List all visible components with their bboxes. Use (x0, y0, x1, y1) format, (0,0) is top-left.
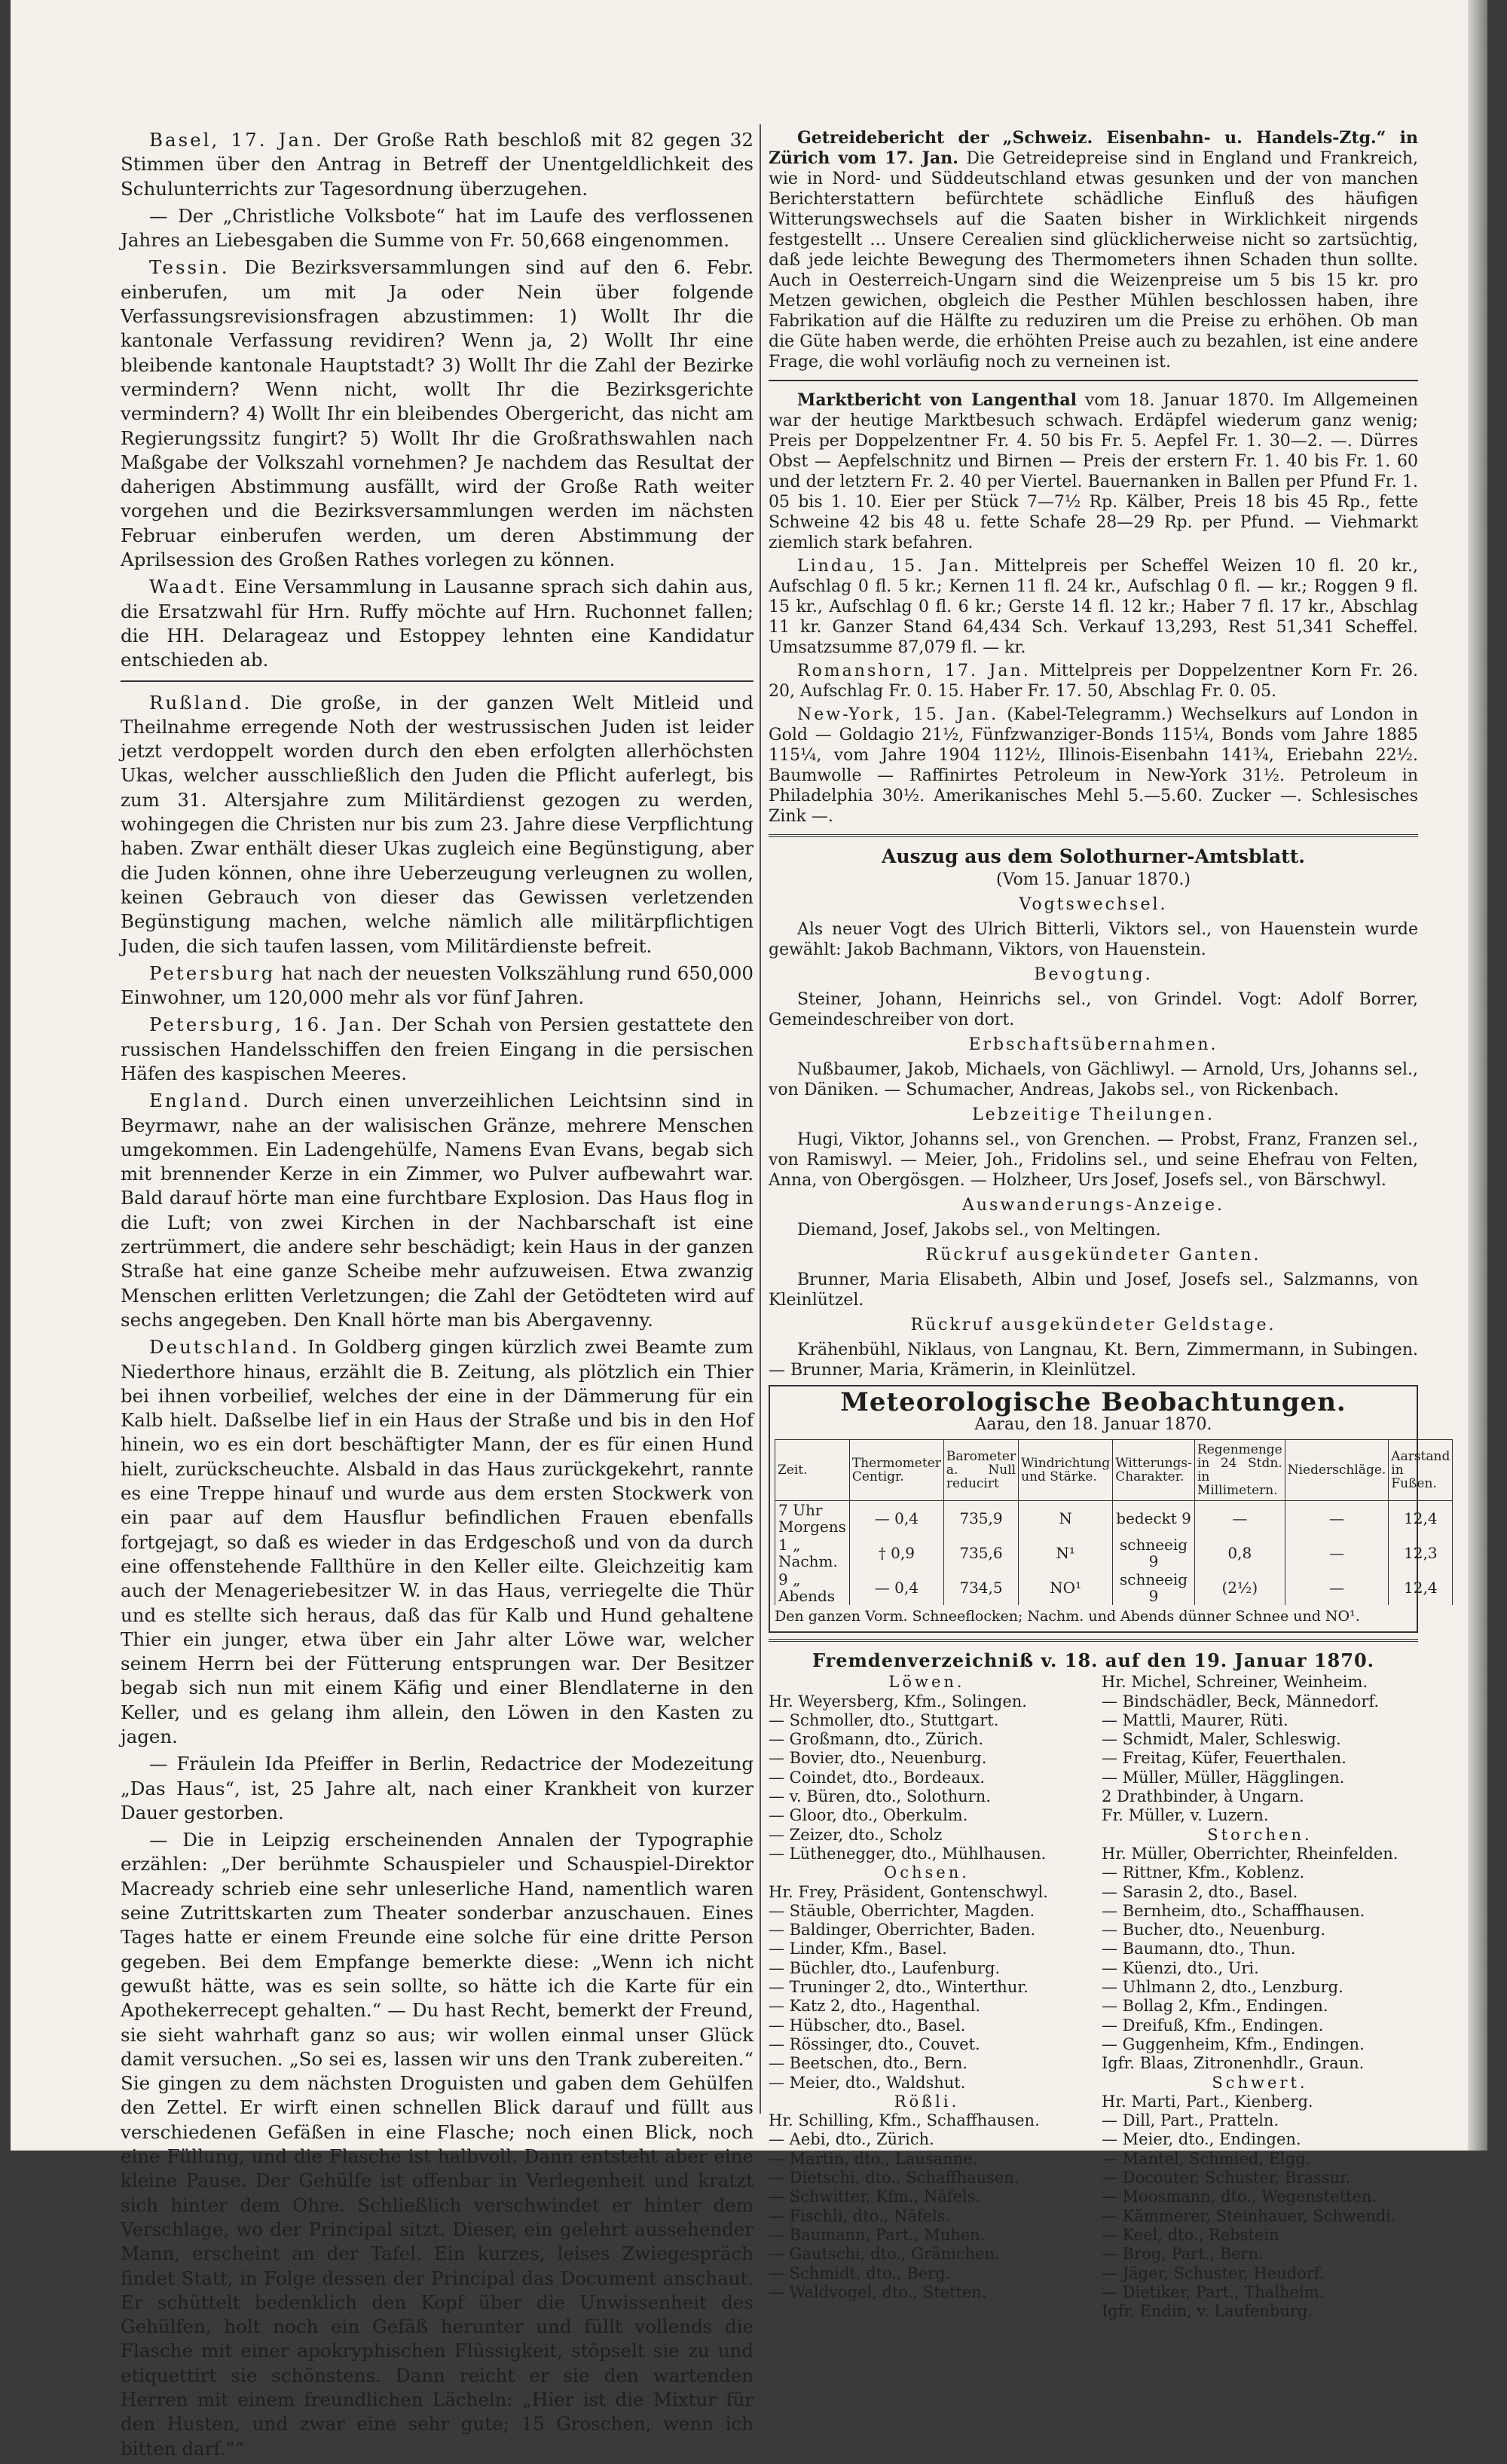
meteo-column-header: Aarstand in Fußen. (1389, 1440, 1453, 1501)
newspaper-page (11, 0, 1487, 2459)
guest-entry: — Meier, dto., Endingen. (1102, 2130, 1301, 2149)
meteo-table (775, 1439, 1453, 1605)
meteo-cell: 12,3 (1389, 1536, 1453, 1570)
auszug-section-text: Brunner, Maria Elisabeth, Albin und Josef, Josefs sel., Salzmanns, von Kleinlützel. (769, 1270, 1418, 1310)
guest-entry: — Küenzi, dto., Uri. (1102, 1958, 1259, 1977)
article-text: Die Bezirksversammlungen sind auf den 6. Febr. einberufen, um mit Ja oder Nein über folgende Verfassungsrevisionsfragen abzustimmen: 1) Wollt Ihr die kantonale Verfassung revidiren? Wenn ja, 2) Wollt Ihr eine bleibende kantonale Hauptstadt? 3) Wollt Ihr die Zahl der Bezirke vermindern? Wenn nicht, wollt Ihr die Bezirksgerichte vermindern? 4) Wollt Ihr ein bleibendes Obergericht, das nicht am Regierungssitz fungirt? 5) Wollt Ihr die Großrathswahlen nach Maßgabe der Volkszahl vornehmen? Je nachdem das Resultat der daherigen Abstimmung ausfällt, wird der Große Rath weiter vorgehen und die Bezirksversammlungen werden im nächsten Februar einberufen werden, um deren Abstimmung der Aprilsession des Großen Rathes vorlegen zu können. (121, 256, 754, 571)
guest-entry: — Schwitter, Kfm., Näfels. (769, 2187, 981, 2206)
guest-entry: — Truninger 2, dto., Winterthur. (769, 1978, 1029, 1997)
meteo-cell: 12,4 (1389, 1570, 1453, 1605)
meteo-cell: N¹ (1019, 1536, 1113, 1570)
guest-entry: — Bovier, dto., Neuenburg. (769, 1749, 987, 1768)
auszug-title: Auszug aus dem Solothurner-Amtsblatt. (882, 845, 1305, 867)
article-paragraph (121, 255, 754, 572)
guest-entry: — Keel, dto., Rebstein (1102, 2225, 1279, 2244)
guest-entry: Igfr. Endin, v. Laufenburg. (1102, 2302, 1313, 2321)
guest-entry: Igfr. Blaas, Zitronenhdlr., Graun. (1102, 2054, 1365, 2073)
fremden-left-list (769, 1673, 1085, 2321)
meteo-column-header: Niederschläge. (1285, 1440, 1389, 1501)
meteo-column-header: Zeit. (775, 1440, 850, 1501)
guest-entry: — Rittner, Kfm., Koblenz. (1102, 1863, 1305, 1882)
guest-entry: Hr. Weyersberg, Kfm., Solingen. (769, 1692, 1027, 1710)
fremden-title: Fremdenverzeichniß v. 18. auf den 19. Januar 1870. (812, 1649, 1375, 1671)
guest-entry: — Dietschi, dto., Schaffhausen. (769, 2169, 1019, 2187)
left-column (121, 128, 754, 2464)
divider (769, 834, 1418, 837)
guest-entry: — Bucher, dto., Neuenburg. (1102, 1921, 1326, 1940)
article-text: Die große, in der ganzen Welt Mitleid und Theilnahme erregende Noth der westrussischen Juden ist leider jetzt verdoppelt worden durch den eben erfolgten allerhöchsten Ukas, welcher ausschließlich den Juden die Pflicht auferlegt, bis zum 31. Altersjahre zum Militärdienst gezogen zu werden, wohingegen die Christen nur bis zum 23. Jahre diese Verpflichtung haben. Zwar enthält dieser Ukas zugleich eine Begünstigung, aber die Juden können, ohne ihre Ueberzeugung verleugnen zu wollen, keinen Gebrauch von dieser das Gewissen verletzenden Begünstigung machen, welche nämlich alle militärpflichtigen Juden, die sich taufen lassen, vom Militärdienste befreit. (121, 691, 754, 957)
guest-entry: — Rössinger, dto., Couvet. (769, 2034, 980, 2053)
guest-entry: — Lüthenegger, dto., Mühlhausen. (769, 1844, 1047, 1863)
article-paragraph (121, 128, 754, 201)
meteo-box (769, 1385, 1450, 1633)
meteo-cell: N (1019, 1501, 1113, 1536)
guest-entry: — Schmoller, dto., Stuttgart. (769, 1710, 999, 1729)
guest-entry: — Gautschi, dto., Gränichen. (769, 2245, 1000, 2264)
hotel-name: Löwen. (888, 1673, 965, 1692)
guest-entry: — Schmidt, dto., Berg. (769, 2264, 951, 2282)
guest-entry: — Fischli, dto., Näfels. (769, 2206, 951, 2225)
guest-entry: — Uhlmann 2, dto., Lenzburg. (1102, 1978, 1343, 1997)
article-text: Durch einen unverzeihlichen Leichtsinn sind in Beyrmawr, nahe an der walisischen Gränze, mehrere Menschen umgekommen. Ein Ladengehülfe, Namens Evan Evans, begab sich mit brennender Kerze in ein Zimmer, wo Pulver aufbewahrt war. Bald darauf hörte man eine furchtbare Explosion. Das Haus flog in die Luft; von zwei Kirchen in der Nachbarschaft ist eine zertrümmert, die andere sehr beschädigt; kein Haus in der ganzen Straße hat eine ganze Scheibe mehr aufzuweisen. Etwa zwanzig Menschen erlitten Verletzungen; die Zahl der Getödteten wird auf sechs angegeben. Den Knall hörte man bis Abergavenny. (121, 1090, 754, 1331)
guest-entry: — Büchler, dto., Laufenburg. (769, 1958, 1001, 1977)
guest-entry: Hr. Schilling, Kfm., Schaffhausen. (769, 2111, 1040, 2130)
guest-entry: — Dill, Part., Pratteln. (1102, 2111, 1279, 2130)
guest-entry: Hr. Michel, Schreiner, Weinheim. (1102, 1673, 1368, 1692)
guest-entry: — Sarasin 2, dto., Basel. (1102, 1882, 1298, 1901)
marktbericht-langenthal: Marktbericht von Langenthal vom 18. Januar 1870. Im Allgemeinen war der heutige Marktbesuch schwach. Erdäpfel wiederum ganz wenig; Preis per Doppelzentner Fr. 4. 50 bis Fr. 5. Aepfel Fr. 1. 30—2. —. Dürres Obst — Aepfelschnitz und Birnen — Preis der erstern Fr. 1. 40 bis Fr. 1. 60 und der letztern Fr. 2. 40 per Viertel. Bauernanken in Ballen per Pfund Fr. 1. 05 bis 1. 10. Eier per Stück 7—7½ Rp. Kälber, Preis 18 bis 45 Rp., fette Schweine 42 bis 48 u. fette Schafe 28—29 Rp. per Pfund. — Viehmarkt ziemlich stark befahren. (769, 390, 1418, 552)
article-text: — Die in Leipzig erscheinenden Annalen der Typographie erzählen: „Der berühmte Schauspieler und Schauspiel-Direktor Macready schrieb eine sehr unleserliche Hand, namentlich waren seine Zutrittskarten zum Theater sonderbar anzuschauen. Eines Tages hatte er einem Freunde eine solche für eine dritte Person gegeben. Bei dem Empfange bemerkte diese: „Wenn ich nicht gewußt hätte, was es sein sollte, so hätte ich die Karte für ein Apothekerrecept gehalten.“ — Du hast Recht, bemerkt der Freund, sie sieht wahrhaft ganz so aus; wir wollen einmal unser Glück damit versuchen. „So sei es, lassen wir uns den Trank zubereiten.“ Sie gingen zu dem nächsten Droguisten und gaben dem Gehülfen den Zettel. Er wirft einen schnellen Blick darauf und füllt aus verschiedenen Gefäßen in eine Flasche; noch einen Blick, noch eine Füllung, und die Flasche ist halbvoll. Dann entsteht aber eine kleine Pause. Der Gehülfe ist offenbar in Verlegenheit und kratzt sich hinter dem Ohre. Schließlich verschwindet er hinter dem Verschlage, wo der Principal sitzt. Dieser, ein gelehrt aussehender Mann, erscheint an der Tafel. Ein kurzes, leises Zwiegespräch findet Statt, in Folge dessen der Principal das Document anschaut. Er schüttelt bedenklich den Kopf über die Unwissenheit des Gehülfen, holt noch ein Gefäß herunter und füllt vollends die Flasche mit einer apokryphischen Flüssigkeit, stöpselt sie zu und etiquettirt sie schönstens. Dann reicht er sie den wartenden Herren mit einem freundlichen Lächeln: „Hier ist die Mixtur für den Husten, und zwar eine sehr gute; 15 Groschen, wenn ich bitten darf.““ (121, 1829, 754, 2459)
article-lead: Rußland. (149, 691, 252, 714)
divider (121, 680, 754, 682)
meteo-row (775, 1570, 1453, 1605)
guest-entry: — Bernheim, dto., Schaffhausen. (1102, 1901, 1365, 1920)
article-text: Der Große Rath beschloß mit 82 gegen 32 Stimmen über den Antrag in Betreff der Unentgeldlichkeit des Schulunterrichts zur Tagesordnung überzugehen. (121, 129, 754, 200)
guest-entry: — Bollag 2, Kfm., Endingen. (1102, 1997, 1328, 2016)
meteo-cell: 9 „ Abends (775, 1570, 850, 1605)
meteo-cell: bedeckt 9 (1113, 1501, 1195, 1536)
article-paragraph (121, 961, 754, 1010)
meteo-column-header: Thermometer Centigr. (849, 1440, 943, 1501)
meteo-row (775, 1501, 1453, 1536)
guest-entry: — Stäuble, Oberrichter, Magden. (769, 1901, 1035, 1920)
article-lead: Petersburg (149, 961, 276, 984)
guest-entry: Hr. Marti, Part., Kienberg. (1102, 2092, 1313, 2111)
guest-entry: — Kämmerer, Steinhauer, Schwendi. (1102, 2206, 1396, 2225)
meteo-cell: 7 Uhr Morgens (775, 1501, 850, 1536)
article-lead: Tessin. (149, 256, 230, 279)
guest-entry: — Schmidt, Maler, Schleswig. (1102, 1730, 1341, 1749)
meteo-cell: — 0,4 (849, 1570, 943, 1605)
guest-entry: — Katz 2, dto., Hagenthal. (769, 1997, 981, 2016)
guest-entry: — Zeizer, dto., Scholz (769, 1825, 943, 1844)
meteo-cell: schneeig 9 (1113, 1570, 1195, 1605)
article-paragraph (121, 1828, 754, 2461)
divider (769, 1639, 1418, 1642)
meteo-cell: — 0,4 (849, 1501, 943, 1536)
meteo-note: Den ganzen Vorm. Schneeflocken; Nachm. und Abends dünner Schnee und NO¹. (775, 1608, 1360, 1625)
article-lead: England. (149, 1090, 252, 1112)
auszug-section-text: Krähenbühl, Niklaus, von Langnau, Kt. Bern, Zimmermann, in Subingen. — Brunner, Maria, Krämerin, in Kleinlützel. (769, 1341, 1418, 1380)
divider (769, 380, 1418, 381)
auszug-section-text: Als neuer Vogt des Ulrich Bitterli, Viktors sel., von Hauenstein wurde gewählt: Jakob Bachmann, Viktors, von Hauenstein. (769, 920, 1418, 959)
meteo-column-header: Witterungs-Charakter. (1113, 1440, 1195, 1501)
meteo-title: Meteorologische Beobachtungen. (840, 1387, 1347, 1417)
guest-entry: — Guggenheim, Kfm., Endingen. (1102, 2034, 1365, 2053)
guest-entry: — Beetschen, dto., Bern. (769, 2054, 968, 2073)
guest-entry: — v. Büren, dto., Solothurn. (769, 1787, 991, 1806)
lindau-report: Lindau, 15. Jan. Mittelpreis per Scheffel Weizen 10 fl. 20 kr., Aufschlag 0 fl. 5 kr.; Kernen 11 fl. 24 kr., Aufschlag 0 fl. — kr.; Roggen 9 fl. 15 kr., Aufschlag 0 fl. 6 kr.; Gerste 14 fl. 12 kr.; Haber 7 fl. 17 kr., Abschlag 11 kr. Ganzer Stand 64,434 Sch. Verkauf 13,293, Rest 51,341 Scheffel. Umsatzsumme 87,079 fl. — kr. (769, 557, 1419, 657)
guest-entry: — Moosmann, dto., Wegenstetten. (1102, 2187, 1377, 2206)
meteo-column-header: Windrichtung und Stärke. (1019, 1440, 1113, 1501)
auszug-subtitle: (Vom 15. Januar 1870.) (996, 870, 1191, 889)
article-lead: Waadt. (149, 576, 228, 598)
guest-entry: Hr. Müller, Oberrichter, Rheinfelden. (1102, 1844, 1398, 1863)
hotel-name: Storchen. (1207, 1825, 1313, 1844)
guest-entry: — Mantel, Schmied, Elgg. (1102, 2149, 1311, 2168)
guest-entry: — Brog, Part., Bern. (1102, 2245, 1264, 2264)
guest-entry: — Hübscher, dto., Basel. (769, 2016, 966, 2034)
meteo-cell: 1 „ Nachm. (775, 1536, 850, 1570)
guest-entry: — Gloor, dto., Oberkulm. (769, 1806, 968, 1825)
guest-entry: — Baumann, Part., Muhen. (769, 2225, 986, 2244)
article-paragraph (121, 204, 754, 253)
meteo-subtitle: Aarau, den 18. Januar 1870. (974, 1415, 1212, 1434)
guest-entry: — Freitag, Küfer, Feuerthalen. (1102, 1749, 1347, 1768)
article-text: — Der „Christliche Volksbote“ hat im Laufe des verflossenen Jahres an Liebesgaben die Summe von Fr. 50,668 eingenommen. (121, 204, 754, 252)
auszug-section-head: Vogtswechsel. (1019, 895, 1168, 914)
guest-entry: 2 Drathbinder, à Ungarn. (1102, 1787, 1304, 1806)
newyork-report: New-York, 15. Jan. (Kabel-Telegramm.) Wechselkurs auf London in Gold — Goldagio 21½, Fünfzwanziger-Bonds 115¼, Bonds vom Jahre 1885 115¼, vom Jahre 1904 112½, Illinois-Eisenbahn 141¾, Eriebahn 22½. Baumwolle — Raffinirtes Petroleum in New-York 31½. Petroleum in Philadelphia 30½. Amerikanisches Mehl 5.—5.60. Zucker —. Schlesisches Zink —. (769, 705, 1419, 826)
article-paragraph (121, 1752, 754, 1825)
guest-entry: — Müller, Müller, Hägglingen. (1102, 1768, 1345, 1787)
meteo-column-header: Barometer a. Null reducirt (943, 1440, 1018, 1501)
article-lead: Deutschland. (149, 1336, 300, 1359)
guest-entry: — Linder, Kfm., Basel. (769, 1940, 947, 1958)
guest-entry: — Martin, dto., Lausanne. (769, 2149, 978, 2168)
article-paragraph (121, 1335, 754, 1749)
meteo-column-header: Regenmenge in 24 Stdn. in Millimetern. (1194, 1440, 1285, 1501)
article-text: — Fräulein Ida Pfeiffer in Berlin, Redactrice der Modezeitung „Das Haus“, ist, 25 Jahre alt, nach einer Krankheit von kurzer Dauer gestorben. (121, 1753, 754, 1824)
guest-entry: Hr. Frey, Präsident, Gontenschwyl. (769, 1882, 1048, 1901)
article-text: In Goldberg gingen kürzlich zwei Beamte zum Niederthore hinaus, erzählt die B. Zeitung, als plötzlich ein Thier bei ihnen vorbeilief, welches der eine in der Dämmerung für ein Kalb hielt. Daßselbe lief in ein Haus der Straße und bis in den Hof hinein, wo es ein dort beschäftigter Mann, der es für einen Hund hielt, zurückscheuchte. Alsbald in das Haus zurückgekehrt, rannte es eine Treppe hinauf und wurde aus dem ersten Stockwerk von ein paar auf dem Hausflur befindlichen Frauen ebenfalls fortgejagt, so daß es wieder in das Erdgeschoß und von da durch eine offenstehende Fallthüre in den Keller eilte. Gleichzeitig kam auch der Menageriebesitzer W. in das Haus, verriegelte die Thür und es stellte sich heraus, daß das für Kalb und Hund gehaltene Thier ein junger, etwa über ein Jahr alter Löwe war, welcher seinem Herrn bei der Fütterung entsprungen war. Der Besitzer begab sich nun mit einem Käfig und einer Blendlaterne in den Keller, und es gelang ihm allein, den Löwen in den Kasten zu jagen. (121, 1336, 754, 1747)
right-column (769, 128, 1450, 2321)
auszug-section-head: Auswanderungs-Anzeige. (961, 1196, 1225, 1215)
guest-entry: — Bindschädler, Beck, Männedorf. (1102, 1692, 1380, 1710)
auszug-section-head: Rückruf ausgekündeter Geldstage. (910, 1316, 1276, 1334)
article-paragraph (121, 575, 754, 672)
meteo-row (775, 1536, 1453, 1570)
guest-entry: — Dietiker, Part., Thalheim. (1102, 2282, 1325, 2301)
article-paragraph (121, 1089, 754, 1332)
article-lead: Petersburg, 16. Jan. (149, 1013, 384, 1036)
romanshorn-report: Romanshorn, 17. Jan. Mittelpreis per Doppelzentner Korn Fr. 26. 20, Aufschlag Fr. 0. 15. Haber Fr. 17. 50, Abschlag Fr. 0. 05. (769, 662, 1418, 701)
hotel-name: Rößli. (894, 2092, 960, 2111)
getreidebericht: Getreidebericht der „Schweiz. Eisenbahn- u. Handels-Ztg.“ in Zürich vom 17. Jan. Die Getreidepreise sind in England und Frankreich, wie in Nord- und Süddeutschland etwas gesunken und der von manchen Berichterstattern befürchtete schädliche Einfluß des häufigen Witterungswechsels auf die Saaten bisher in Wirklichkeit nirgends festgestellt … Unsere Cerealien sind glücklicherweise nicht so zartsüchtig, daß jede leichte Bewegung des Thermometers ihnen Schaden thun sollte. Auch in Oesterreich-Ungarn sind die Weizenpreise um 5 bis 15 kr. pro Metzen gewichen, obgleich die Pesther Mühlen beschlossen haben, ihre Fabrikation auf die Hälfte zu reduziren um die Preise zu erhöhen. Ob man die Güte haben werde, die erhöhten Preise auch zu bezahlen, ist eine andere Frage, die wohl vorläufig noch zu verneinen ist. (769, 128, 1419, 371)
auszug-section-text: Nußbaumer, Jakob, Michaels, von Gächliwyl. — Arnold, Urs, Johanns sel., von Däniken. — Schumacher, Andreas, Jakobs sel., von Rickenbach. (769, 1060, 1418, 1099)
guest-entry: — Docouter, Schuster, Brassur. (1102, 2169, 1351, 2187)
article-paragraph (121, 691, 754, 958)
guest-entry: — Coindet, dto., Bordeaux. (769, 1768, 986, 1787)
auszug-section-text: Hugi, Viktor, Johanns sel., von Grenchen. — Probst, Franz, Franzen sel., von Ramiswyl. — Meier, Joh., Fridolins sel., und seine Ehefrau von Felten, Anna, von Obergösgen. — Holzheer, Urs Josef, Josefs sel., von Bärschwyl. (769, 1130, 1418, 1190)
hotel-name: Schwert. (1212, 2073, 1308, 2092)
meteo-cell: 735,9 (943, 1501, 1018, 1536)
meteo-cell: schneeig 9 (1113, 1536, 1195, 1570)
meteo-cell: — (1285, 1536, 1389, 1570)
article-text: Der Schah von Persien gestattete den russischen Handelsschiffen den freien Eingang in die persischen Häfen des kaspischen Meeres. (121, 1013, 754, 1084)
article-text: hat nach der neuesten Volkszählung rund 650,000 Einwohner, um 120,000 mehr als vor fünf Jahren. (121, 961, 754, 1009)
article-paragraph (121, 1013, 754, 1086)
meteo-cell: — (1194, 1501, 1285, 1536)
guest-entry: — Waldvogel, dto., Stetten. (769, 2282, 987, 2301)
page-edge (1468, 0, 1487, 2151)
auszug-section-head: Lebzeitige Theilungen. (972, 1105, 1215, 1124)
meteo-cell: 734,5 (943, 1570, 1018, 1605)
guest-entry: — Dreifuß, Kfm., Endingen. (1102, 2016, 1324, 2034)
auszug-section-head: Rückruf ausgekündeter Ganten. (925, 1246, 1261, 1264)
guest-entry: — Aebi, dto., Zürich. (769, 2130, 934, 2149)
guest-entry: — Großmann, dto., Zürich. (769, 1730, 984, 1749)
fremdenverzeichnis (769, 1651, 1418, 2321)
auszug-section-text: Diemand, Josef, Jakobs sel., von Meltingen. (797, 1221, 1161, 1240)
hotel-name: Ochsen. (884, 1863, 970, 1882)
meteo-cell: — (1285, 1570, 1389, 1605)
guest-entry: — Meier, dto., Waldshut. (769, 2073, 966, 2092)
meteo-cell: 735,6 (943, 1536, 1018, 1570)
meteo-cell: (2½) (1194, 1570, 1285, 1605)
meteo-cell: NO¹ (1019, 1570, 1113, 1605)
article-lead: Basel, 17. Jan. (149, 129, 324, 151)
meteo-cell: — (1285, 1501, 1389, 1536)
guest-entry: — Baldinger, Oberrichter, Baden. (769, 1921, 1036, 1940)
guest-entry: — Mattli, Maurer, Rüti. (1102, 1710, 1288, 1729)
fremden-right-list (1102, 1673, 1418, 2321)
guest-entry: — Jäger, Schuster, Heudorf. (1102, 2264, 1325, 2282)
auszug-section-head: Erbschaftsübernahmen. (968, 1035, 1218, 1054)
guest-entry: Fr. Müller, v. Luzern. (1102, 1806, 1269, 1825)
auszug-sections (769, 894, 1418, 1380)
meteo-cell: † 0,9 (849, 1536, 943, 1570)
column-divider (760, 124, 761, 2114)
auszug-section-head: Bevogtung. (1034, 965, 1153, 984)
auszug-section-text: Steiner, Johann, Heinrichs sel., von Grindel. Vogt: Adolf Borrer, Gemeindeschreiber von dort. (769, 990, 1418, 1029)
article-text: Eine Versammlung in Lausanne sprach sich dahin aus, die Ersatzwahl für Hrn. Ruffy möchte auf Hrn. Ruchonnet fallen; die HH. Delarageaz und Estoppey lehnten eine Kandidatur entschieden ab. (121, 576, 754, 671)
guest-entry: — Baumann, dto., Thun. (1102, 1940, 1296, 1958)
meteo-cell: 0,8 (1194, 1536, 1285, 1570)
meteo-cell: 12,4 (1389, 1501, 1453, 1536)
